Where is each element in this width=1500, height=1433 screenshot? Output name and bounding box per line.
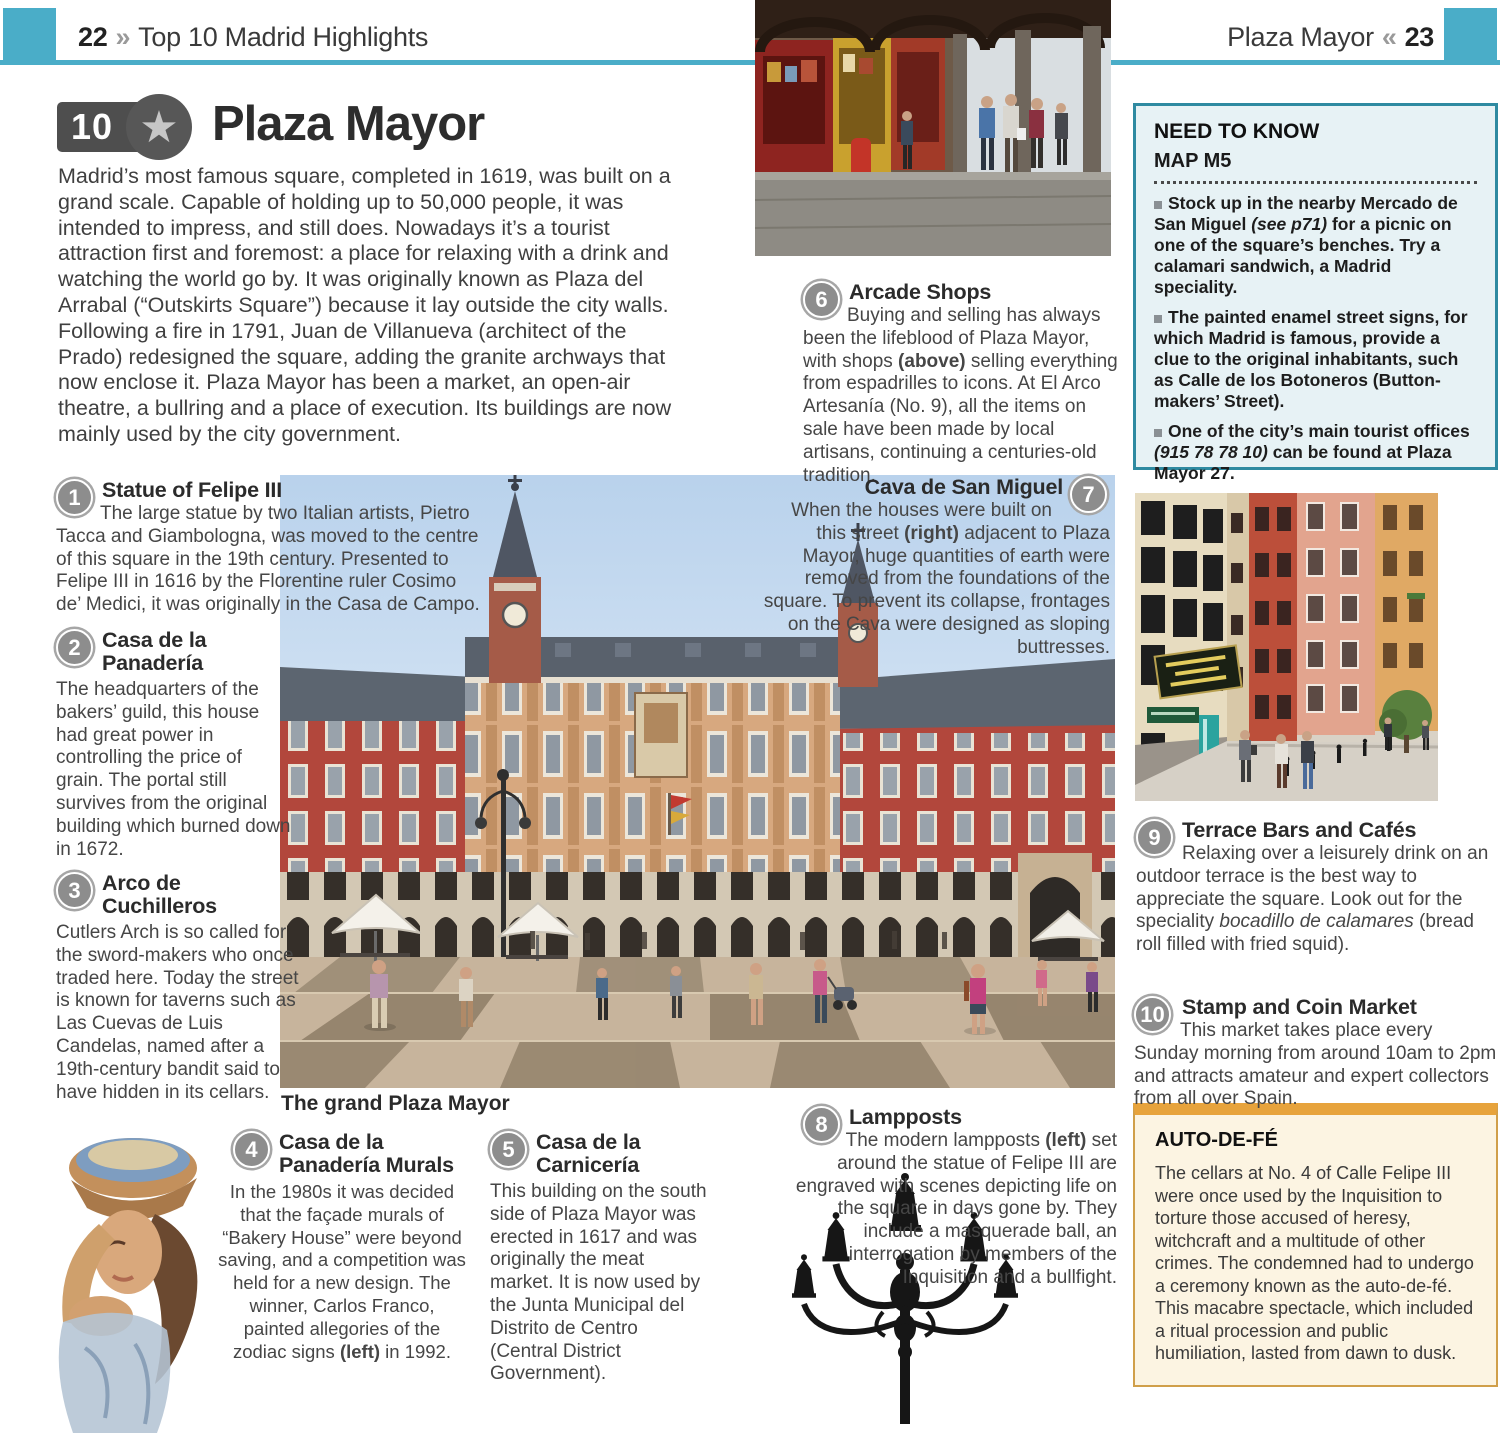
cava-illustration <box>1135 493 1438 801</box>
need-to-know-bullet <box>1154 421 1477 484</box>
header-left-title: Top 10 Madrid Highlights <box>138 22 429 52</box>
caryatid-illustration <box>5 1118 243 1433</box>
item-title-2: Casa de la Panadería <box>102 628 207 675</box>
page-number-left: 22 <box>78 22 108 52</box>
square-bullet-icon <box>1154 429 1162 437</box>
top10-logo-number: 10 <box>71 106 114 147</box>
chevrons-left-icon: « <box>1381 22 1397 52</box>
need-to-know-bullet <box>1154 193 1477 298</box>
star-glyph: ★ <box>139 102 179 152</box>
bullet-text: The painted enamel street signs, for which Madrid is famous, provide a clue to the original inhabitants, such as Calle de los Botoneros (Button-makers’ Street). <box>1154 307 1468 411</box>
need-to-know-bullet <box>1154 307 1477 412</box>
need-to-know-title: NEED TO KNOW <box>1154 120 1320 143</box>
item-body-7-text: When the houses were built on this street (right) adjacent to Plaza Mayor, huge quantities of earth were removed from the foundations of the square. To prevent its collapse, frontages on the Cava were designed as sloping buttresses. <box>763 500 1110 658</box>
square-bullet-icon <box>1154 201 1162 209</box>
auto-de-fe-box <box>1133 1103 1498 1387</box>
circle-spacer <box>1052 500 1110 522</box>
item-body-9: Relaxing over a leisurely drink on an outdoor terrace is the best way to appreciate the square. Look out for the speciality bocadillo de calamares (bread roll filled with fried squid). <box>1136 843 1489 956</box>
item-body-6: Buying and selling has always been the lifeblood of Plaza Mayor, with shops (above) selling everything from espadrilles to icons. At El Arco Artesanía (No. 9), all the items on sale have been made by local artisans, continuing a centuries-old tradition. <box>803 305 1118 486</box>
item-number-6: 6 <box>803 281 840 318</box>
item-number-8: 8 <box>803 1106 840 1143</box>
page-number-right: 23 <box>1404 22 1434 52</box>
corner-block-left <box>3 8 56 62</box>
arcade-shops-illustration <box>755 0 1111 256</box>
header-left <box>78 22 428 53</box>
map-reference: MAP M5 <box>1154 150 1232 172</box>
need-to-know-box <box>1133 103 1498 483</box>
item-number-3: 3 <box>56 872 93 909</box>
item-title-5: Casa de la Carnicería <box>536 1130 641 1177</box>
header-rule <box>0 60 1500 65</box>
item-title-1: Statue of Felipe III <box>102 478 282 502</box>
item-title-3: Arco de Cuchilleros <box>102 871 217 918</box>
item-body-1: The large statue by two Italian artists, Pietro Tacca and Giambologna, was moved to the centre of this square in the 19th century. Presented to Felipe III in 1616 by the Florentine ruler Cosimo de’ Medici, it was originally in the Casa de Campo. <box>56 503 480 616</box>
item-body-4: In the 1980s it was decided that the façade murals of “Bakery House” were beyond saving, and a competition was held for a new design. The winner, Carlos Franco, painted allegories of the zodiac signs (left) in 1992. <box>218 1181 466 1362</box>
item-title-10: Stamp and Coin Market <box>1182 995 1417 1019</box>
auto-de-fe-title: AUTO-DE-FÉ <box>1155 1129 1278 1151</box>
caryatid-painting <box>5 1118 243 1433</box>
item-number-2: 2 <box>56 629 93 666</box>
intro-paragraph: Madrid’s most famous square, completed in 1619, was built on a grand scale. Capable of holding up to 50,000 people, it was intended to impress, and still does. Nowadays it’s a tourist attraction first and foremost: a place for relaxing with a drink and watching the world go by. It was originally known as Plaza del Arrabal (“Outskirts Square”) because it lay outside the city walls. Following a fire in 1791, Juan de Villanueva (architect of the Prado) redesigned the square, adding the granite archways that now enclose it. Plaza Mayor has been a market, an open-air theatre, a bullring and a place of execution. Its buildings are now mainly used by the city government. <box>58 164 672 446</box>
square-bullet-icon <box>1154 315 1162 323</box>
item-title-4: Casa de la Panadería Murals <box>279 1130 454 1177</box>
page-title: Plaza Mayor <box>212 97 485 151</box>
item-body-2: The headquarters of the bakers’ guild, this house had great power in controlling the price of grain. The portal still survives from the original building which burned down in 1672. <box>56 679 291 860</box>
item-number-10: 10 <box>1134 996 1171 1033</box>
item-body-8: The modern lampposts (left) set around the statue of Felipe III are engraved with scenes depicting life on the square in days gone by. They include a masquerade ball, an interrogation by members of the Inquisition and a bullfight. <box>795 1130 1117 1288</box>
bullet-text: One of the city’s main tourist offices (915 78 78 10) can be found at Plaza Mayor 27. <box>1154 421 1470 483</box>
item-body-3: Cutlers Arch is so called for the sword-makers who once traded here. Today the street is known for taverns such as Las Cuevas de Luis Candelas, named after a 19th-century bandit said to have hidden in its cellars. <box>56 922 299 1103</box>
dotted-divider <box>1154 181 1477 184</box>
header-right-title: Plaza Mayor <box>1227 22 1374 52</box>
plaza-photo-caption: The grand Plaza Mayor <box>281 1092 510 1115</box>
arcade-shops-photo <box>755 0 1111 256</box>
corner-block-right <box>1444 8 1497 62</box>
item-title-9: Terrace Bars and Cafés <box>1182 818 1417 842</box>
item-body-10: This market takes place every Sunday morning from around 10am to 2pm and attracts amateur and expert collectors from all over Spain. <box>1134 1020 1497 1110</box>
item-number-7: 7 <box>1070 476 1107 513</box>
bullet-text: Stock up in the nearby Mercado de San Miguel (see p71) for a picnic on one of the square’s benches. Try a calamari sandwich, a Madrid speciality. <box>1154 193 1458 297</box>
item-body-5: This building on the south side of Plaza Mayor was erected in 1617 and was originally the meat market. It is now used by the Junta Municipal del Distrito de Centro (Central District Government). <box>490 1181 707 1385</box>
item-title-8: Lampposts <box>849 1105 962 1129</box>
star-icon <box>126 94 192 160</box>
auto-de-fe-body: The cellars at No. 4 of Calle Felipe III were once used by the Inquisition to torture those accused of heresy, witchcraft and a multitude of other crimes. The condemned had to undergo a ceremony known as the auto-de-fé. This macabre spectacle, which included a ritual procession and public humiliation, lasted from dawn to dusk. <box>1155 1163 1474 1363</box>
item-number-9: 9 <box>1136 819 1173 856</box>
header-right <box>1227 22 1434 53</box>
item-number-5: 5 <box>490 1131 527 1168</box>
item-number-4: 4 <box>233 1131 270 1168</box>
cava-san-miguel-photo <box>1135 493 1438 801</box>
item-number-1: 1 <box>56 479 93 516</box>
item-title-7: Cava de San Miguel <box>864 475 1063 499</box>
item-body-7 <box>758 500 1110 660</box>
chevrons-right-icon: » <box>115 22 131 52</box>
item-title-6: Arcade Shops <box>849 280 992 304</box>
